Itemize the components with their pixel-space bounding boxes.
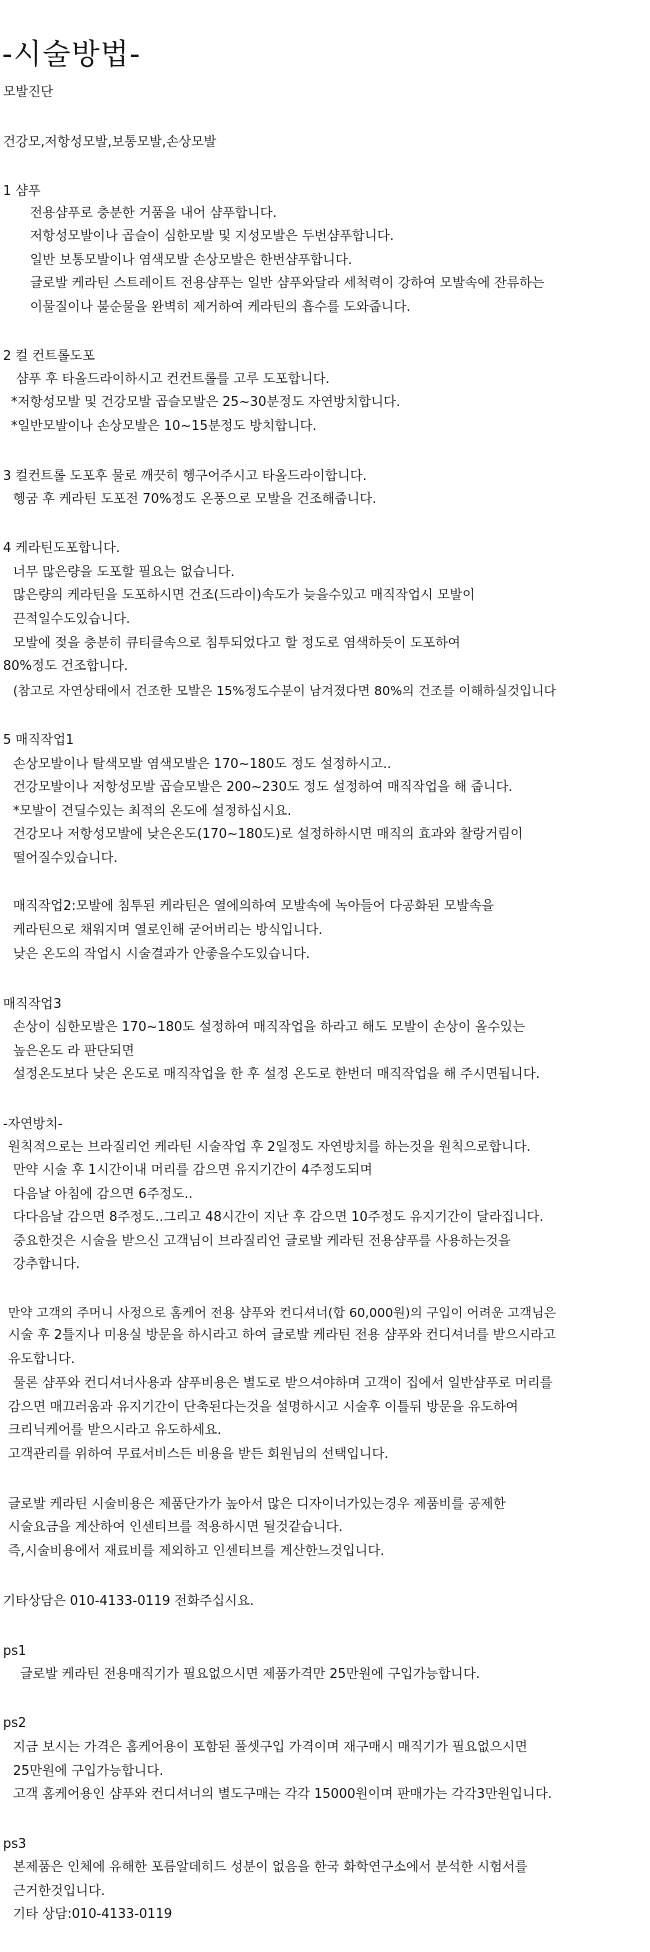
text-line: 건강모,저항성모발,보통모발,손상모발 bbox=[3, 135, 217, 150]
text-line: 글로발 케라틴 스트레이트 전용샴푸는 일반 샴푸와달라 세척력이 강하여 모발속에 잔류하는 bbox=[30, 276, 545, 291]
text-line: -자연방치- bbox=[3, 1117, 63, 1132]
text-line: 5 매직작업1 bbox=[3, 733, 74, 748]
text-line: 모발진단 bbox=[3, 85, 54, 100]
text-line: 2 컬 컨트롤도포 bbox=[3, 349, 95, 364]
text-line: 만약 시술 후 1시간이내 머리를 감으면 유지기간이 4주정도되며 bbox=[13, 1163, 373, 1178]
text-line: 다음날 아침에 감으면 6주정도.. bbox=[13, 1187, 193, 1202]
text-line: 많은량의 케라틴을 도포하시면 건조(드라이)속도가 늦을수있고 매직작업시 모발이 bbox=[13, 588, 475, 603]
text-line: 저항성모발이나 곱슬이 심한모발 및 지성모발은 두번샴푸합니다. bbox=[30, 229, 394, 244]
text-line: 모발에 젖을 충분히 큐티클속으로 침투되었다고 할 정도로 염색하듯이 도포하여 bbox=[13, 636, 461, 651]
text-line: *모발이 견딜수있는 최적의 온도에 설정하십시요. bbox=[13, 804, 292, 819]
text-line: 이물질이나 불순물을 완벽히 제거하여 케라틴의 흡수를 도와줍니다. bbox=[30, 300, 411, 315]
text-line: 낮은 온도의 작업시 시술결과가 안좋을수도있습니다. bbox=[13, 947, 310, 962]
text-line: 케라틴으로 채워지며 열로인해 굳어버리는 방식입니다. bbox=[13, 923, 323, 938]
text-line: 설정온도보다 낮은 온도로 매직작업을 한 후 설정 온도로 한번더 매직작업을 해 주시면됩니다. bbox=[13, 1067, 540, 1082]
text-line: 끈적일수도있습니다. bbox=[13, 612, 131, 627]
contact-line: 기타상담은 010-4133-0119 전화주십시요. bbox=[3, 1594, 254, 1609]
text-line: 물론 샴푸와 컨디셔너사용과 샴푸비용은 별도로 받으셔야하며 고객이 집에서 일반샴푸로 머리를 bbox=[13, 1376, 553, 1391]
text-line: 80%정도 건조합니다. bbox=[3, 659, 129, 674]
text-line: 고객관리를 위하여 무료서비스든 비용을 받든 회원님의 선택입니다. bbox=[8, 1447, 389, 1462]
text-line: 지금 보시는 가격은 홈케어용이 포함된 풀셋구입 가격이며 재구매시 매직기가 필요없으시면 bbox=[13, 1740, 528, 1755]
text-line: 손상모발이나 탈색모발 염색모발은 170~180도 정도 설정하시고.. bbox=[13, 757, 392, 772]
text-line: 유도합니다. bbox=[8, 1352, 75, 1367]
text-line: 3 컬컨트롤 도포후 물로 깨끗히 헹구어주시고 타올드라이합니다. bbox=[3, 469, 367, 484]
text-line: 다다음날 감으면 8주정도..그리고 48시간이 지난 후 감으면 10주정도 유지기간이 달라집니다. bbox=[13, 1210, 544, 1225]
text-line: ps2 bbox=[3, 1716, 27, 1731]
text-line: 샴푸 후 타올드라이하시고 컨컨트롤를 고루 도포합니다. bbox=[16, 372, 330, 387]
page-title: -시술방법- bbox=[2, 37, 141, 71]
text-line: 시술 후 2틀지나 미용실 방문을 하시라고 하여 글로발 케라틴 전용 샴푸와 컨디셔너를 받으시라고 bbox=[8, 1328, 556, 1343]
text-line: 높은온도 라 판단되면 bbox=[13, 1044, 135, 1059]
text-line: 강추합니다. bbox=[13, 1257, 80, 1272]
text-line: *일반모발이나 손상모발은 10~15분정도 방치합니다. bbox=[11, 419, 317, 434]
text-line: 전용샴푸로 충분한 거품을 내어 샴푸합니다. bbox=[30, 206, 277, 221]
text-line: *저항성모발 및 건강모발 곱슬모발은 25~30분정도 자연방치합니다. bbox=[11, 395, 401, 410]
text-line: ps1 bbox=[3, 1644, 27, 1659]
text-line: 손상이 심한모발은 170~180도 설정하여 매직작업을 하라고 해도 모발이 손상이 올수있는 bbox=[13, 1020, 526, 1035]
text-line: 만약 고객의 주머니 사정으로 홈케어 전용 샴푸와 컨디셔너(합 60,000원)의 구입이 어려운 고객님은 bbox=[8, 1305, 557, 1320]
text-line: 매직작업2:모발에 침투된 케라틴은 열에의하여 모발속에 녹아들어 다공화된 모발속을 bbox=[13, 899, 495, 914]
text-line: 25만원에 구입가능합니다. bbox=[13, 1764, 164, 1779]
text-line: 1 샴푸 bbox=[3, 184, 41, 199]
text-line: 건강모나 저항성모발에 낮은온도(170~180도)로 설정하하시면 매직의 효과와 찰랑거림이 bbox=[13, 827, 523, 842]
text-line: 본제품은 인체에 유해한 포름알데히드 성분이 없음을 한국 화학연구소에서 분석한 시험서를 bbox=[13, 1860, 528, 1875]
text-line: 고객 홈케어용인 샴푸와 컨디셔너의 별도구매는 각각 15000원이며 판매가는 각각3만원입니다. bbox=[13, 1787, 552, 1802]
text-line: 매직작업3 bbox=[3, 997, 62, 1012]
text-line: 떨어질수있습니다. bbox=[13, 851, 118, 866]
text-line: 시술요금을 계산하여 인센티브를 적용하시면 될것같습니다. bbox=[8, 1520, 343, 1535]
text-line: 글로발 케라틴 시술비용은 제품단가가 높아서 많은 디자이너가있는경우 제품비를 공제한 bbox=[8, 1497, 506, 1512]
text-line: 일반 보통모발이나 염색모발 손상모발은 한번샴푸합니다. bbox=[30, 253, 353, 268]
text-line: 건강모발이나 저항성모발 곱슬모발은 200~230도 정도 설정하여 매직작업을 해 줍니다. bbox=[13, 780, 513, 795]
text-line: 너무 많은량을 도포할 필요는 없습니다. bbox=[13, 565, 235, 580]
text-line: 크리닉케어를 받으시라고 유도하세요. bbox=[8, 1423, 222, 1438]
text-line: (참고로 자연상태에서 건조한 모발은 15%정도수분이 남겨졌다면 80%의 건조를 이해하실것입니다 bbox=[13, 683, 557, 698]
text-line: 즉,시술비용에서 재료비를 제외하고 인센티브를 계산한느것입니다. bbox=[8, 1544, 385, 1559]
text-line: 글로발 케라틴 전용매직기가 필요없으시면 제품가격만 25만원에 구입가능합니다. bbox=[20, 1667, 480, 1682]
text-line: ps3 bbox=[3, 1837, 27, 1852]
contact-line: 기타 상담:010-4133-0119 bbox=[13, 1907, 173, 1922]
text-line: 근거한것입니다. bbox=[13, 1884, 106, 1899]
text-line: 헹굼 후 케라틴 도포전 70%정도 온풍으로 모발을 건조해줍니다. bbox=[13, 492, 377, 507]
text-line: 원칙적으로는 브라질리언 케라틴 시술작업 후 2일정도 자연방치를 하는것을 원칙으로합니다. bbox=[8, 1140, 531, 1155]
text-line: 감으면 매끄러움과 유지기간이 단축된다는것을 설명하시고 시술후 이틀뒤 방문을 유도하여 bbox=[8, 1400, 519, 1415]
text-line: 4 케라틴도포합니다. bbox=[3, 541, 120, 556]
text-line: 중요한것은 시술을 받으신 고객님이 브라질리언 글로발 케라틴 전용샴푸를 사용하는것을 bbox=[13, 1234, 511, 1249]
